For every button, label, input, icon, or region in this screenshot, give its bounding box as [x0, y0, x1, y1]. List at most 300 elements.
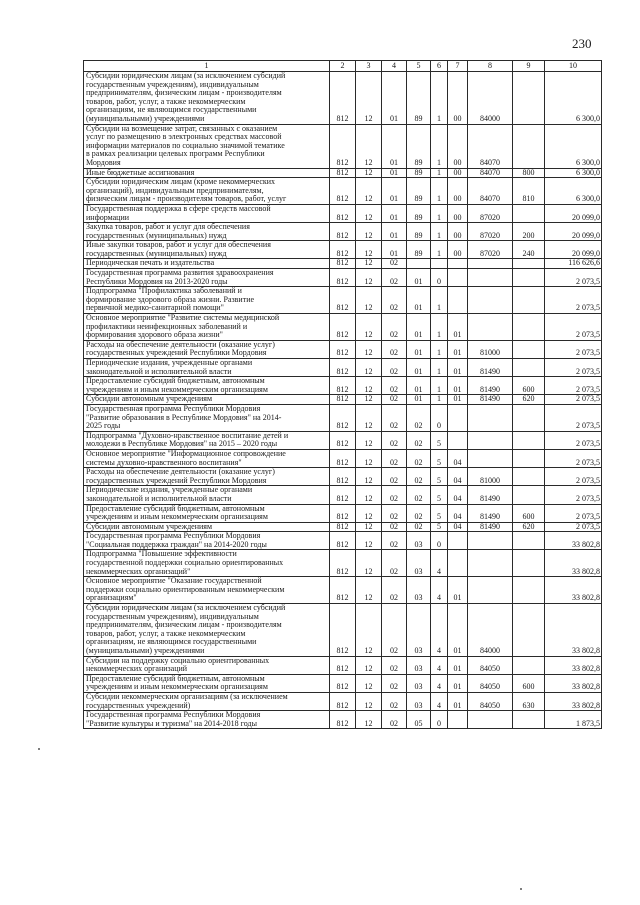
row-event: 04: [448, 486, 468, 504]
row-amount: 33 802,8: [545, 674, 602, 692]
row-amount: 2 073,5: [545, 404, 602, 431]
row-subsection: 01: [382, 72, 407, 125]
row-expense-type: 600: [513, 504, 545, 522]
row-subprogram: 1: [431, 72, 448, 125]
row-expense-type: [513, 577, 545, 604]
row-event: 01: [448, 359, 468, 377]
row-gov-code: 812: [330, 577, 356, 604]
row-event: 01: [448, 674, 468, 692]
row-subsection: 01: [382, 241, 407, 259]
row-event: 00: [448, 178, 468, 205]
row-gov-code: 812: [330, 404, 356, 431]
row-program: 03: [407, 577, 431, 604]
row-description: Субсидии на возмещение затрат, связанных с оказанием услуг по размещению в электронных средствах массовой информации материалов по социально значимой тематике в рамках реализации целевых программ Республики Мордовия: [84, 124, 330, 168]
row-subsection: 02: [382, 314, 407, 341]
row-expense-type: [513, 468, 545, 486]
row-section: 12: [356, 168, 382, 178]
table-row: [84, 692, 602, 710]
row-gov-code: 812: [330, 522, 356, 532]
row-amount: 2 073,5: [545, 395, 602, 405]
row-subprogram: 1: [431, 314, 448, 341]
budget-table-container: [83, 60, 601, 729]
row-direction: [468, 404, 513, 431]
row-subprogram: 1: [431, 395, 448, 405]
row-gov-code: 812: [330, 468, 356, 486]
row-expense-type: 810: [513, 178, 545, 205]
row-expense-type: 630: [513, 692, 545, 710]
row-amount: 2 073,5: [545, 449, 602, 467]
row-program: 89: [407, 223, 431, 241]
row-amount: 33 802,8: [545, 656, 602, 674]
row-program: 02: [407, 468, 431, 486]
row-direction: [468, 431, 513, 449]
row-description: Периодические издания, учрежденные органами законодательной и исполнительной власти: [84, 359, 330, 377]
row-direction: 81490: [468, 359, 513, 377]
row-subprogram: 5: [431, 431, 448, 449]
row-section: 12: [356, 377, 382, 395]
row-direction: [468, 711, 513, 729]
row-subprogram: 0: [431, 532, 448, 550]
row-gov-code: 812: [330, 340, 356, 358]
row-subsection: 02: [382, 359, 407, 377]
row-subprogram: 4: [431, 656, 448, 674]
row-subsection: 02: [382, 468, 407, 486]
row-amount: 20 099,0: [545, 241, 602, 259]
row-event: 00: [448, 124, 468, 168]
row-gov-code: 812: [330, 532, 356, 550]
row-section: 12: [356, 178, 382, 205]
row-amount: 6 300,0: [545, 124, 602, 168]
row-description: Предоставление субсидий бюджетным, автономным учреждениям и иным некоммерческим организациям: [84, 377, 330, 395]
row-subprogram: 0: [431, 269, 448, 287]
row-description: Основное мероприятие "Оказание государственной поддержки социально ориентированным некоммерческим организациям": [84, 577, 330, 604]
row-section: 12: [356, 431, 382, 449]
row-program: 02: [407, 486, 431, 504]
header-col-10: 10: [545, 61, 602, 72]
table-row: [84, 259, 602, 269]
table-row: [84, 377, 602, 395]
row-direction: [468, 449, 513, 467]
row-expense-type: [513, 124, 545, 168]
row-program: 89: [407, 168, 431, 178]
row-subprogram: 4: [431, 604, 448, 657]
row-program: [407, 259, 431, 269]
row-description: Закупка товаров, работ и услуг для обеспечения государственных (муниципальных) нужд: [84, 223, 330, 241]
row-event: 01: [448, 395, 468, 405]
row-direction: 87020: [468, 223, 513, 241]
row-description: Иные бюджетные ассигнования: [84, 168, 330, 178]
row-subsection: 02: [382, 692, 407, 710]
row-program: 01: [407, 287, 431, 314]
table-row: [84, 486, 602, 504]
row-program: 89: [407, 72, 431, 125]
row-subprogram: 5: [431, 468, 448, 486]
row-section: 12: [356, 404, 382, 431]
row-subprogram: 5: [431, 486, 448, 504]
row-section: 12: [356, 259, 382, 269]
row-expense-type: [513, 269, 545, 287]
row-section: 12: [356, 522, 382, 532]
row-direction: 81000: [468, 468, 513, 486]
row-section: 12: [356, 577, 382, 604]
row-description: Расходы на обеспечение деятельности (оказание услуг) государственных учреждений Республики Мордовия: [84, 468, 330, 486]
row-subsection: 02: [382, 377, 407, 395]
row-event: 01: [448, 340, 468, 358]
row-subprogram: 1: [431, 168, 448, 178]
row-amount: 2 073,5: [545, 359, 602, 377]
row-program: 89: [407, 178, 431, 205]
row-amount: 2 073,5: [545, 269, 602, 287]
row-section: 12: [356, 395, 382, 405]
row-section: 12: [356, 72, 382, 125]
header-col-1: 1: [84, 61, 330, 72]
row-expense-type: [513, 711, 545, 729]
row-description: Основное мероприятие "Информационное сопровождение системы духовно-нравственного воспитания": [84, 449, 330, 467]
row-subsection: 02: [382, 656, 407, 674]
table-row: [84, 340, 602, 358]
table-row: [84, 178, 602, 205]
row-event: 01: [448, 377, 468, 395]
header-col-7: 7: [448, 61, 468, 72]
row-subprogram: 1: [431, 204, 448, 222]
row-event: [448, 287, 468, 314]
row-subprogram: [431, 259, 448, 269]
table-row: [84, 711, 602, 729]
row-description: Периодическая печать и издательства: [84, 259, 330, 269]
row-subprogram: 1: [431, 223, 448, 241]
row-description: Подпрограмма "Повышение эффективности государственной поддержки социально ориентированных некоммерческих организаций": [84, 550, 330, 577]
row-event: 00: [448, 72, 468, 125]
header-col-4: 4: [382, 61, 407, 72]
row-subprogram: 4: [431, 674, 448, 692]
row-amount: 2 073,5: [545, 314, 602, 341]
row-section: 12: [356, 692, 382, 710]
row-amount: 33 802,8: [545, 532, 602, 550]
row-subsection: 02: [382, 259, 407, 269]
table-row: [84, 449, 602, 467]
row-event: 01: [448, 577, 468, 604]
row-event: 00: [448, 223, 468, 241]
table-row: [84, 359, 602, 377]
row-program: 89: [407, 124, 431, 168]
row-amount: 2 073,5: [545, 486, 602, 504]
row-event: 01: [448, 692, 468, 710]
row-expense-type: [513, 72, 545, 125]
table-row: [84, 577, 602, 604]
row-direction: 87020: [468, 204, 513, 222]
row-event: 04: [448, 504, 468, 522]
table-row: [84, 314, 602, 341]
row-subprogram: 5: [431, 449, 448, 467]
table-row: [84, 287, 602, 314]
row-subprogram: 5: [431, 504, 448, 522]
row-gov-code: 812: [330, 377, 356, 395]
row-expense-type: [513, 340, 545, 358]
row-subsection: 01: [382, 124, 407, 168]
row-subsection: 02: [382, 577, 407, 604]
row-direction: 84000: [468, 72, 513, 125]
row-event: 04: [448, 522, 468, 532]
row-description: Субсидии юридическим лицам (за исключением субсидий государственным учреждениям), индивидуальным предпринимателям, физическим лицам - производителям товаров, работ, услуг, а также некоммерческим организациям, не являющимся государственными (муниципальными) учреждениями: [84, 604, 330, 657]
row-direction: 84050: [468, 692, 513, 710]
row-direction: [468, 269, 513, 287]
row-program: 03: [407, 532, 431, 550]
row-subsection: 02: [382, 449, 407, 467]
row-expense-type: [513, 486, 545, 504]
row-section: 12: [356, 314, 382, 341]
row-description: Субсидии юридическим лицам (кроме некоммерческих организаций), индивидуальным предпринимателям, физическим лицам - производителям товаров, работ, услуг: [84, 178, 330, 205]
row-subprogram: 4: [431, 692, 448, 710]
row-gov-code: 812: [330, 359, 356, 377]
row-description: Государственная поддержка в сфере средств массовой информации: [84, 204, 330, 222]
row-amount: 6 300,0: [545, 168, 602, 178]
table-row: [84, 604, 602, 657]
row-direction: [468, 287, 513, 314]
row-section: 12: [356, 223, 382, 241]
row-direction: 84000: [468, 604, 513, 657]
row-description: Подпрограмма "Духовно-нравственное воспитание детей и молодежи в Республике Мордовия" на 2015 – 2020 годы: [84, 431, 330, 449]
row-subsection: 01: [382, 168, 407, 178]
row-subsection: 02: [382, 711, 407, 729]
row-expense-type: [513, 204, 545, 222]
row-subprogram: 1: [431, 178, 448, 205]
row-gov-code: 812: [330, 72, 356, 125]
header-col-3: 3: [356, 61, 382, 72]
row-direction: 84070: [468, 124, 513, 168]
row-subprogram: 1: [431, 377, 448, 395]
row-subsection: 02: [382, 395, 407, 405]
table-row: [84, 269, 602, 287]
row-program: 01: [407, 395, 431, 405]
row-gov-code: 812: [330, 656, 356, 674]
table-row: [84, 532, 602, 550]
row-section: 12: [356, 532, 382, 550]
budget-table: [83, 60, 602, 729]
row-amount: 6 300,0: [545, 72, 602, 125]
row-expense-type: 620: [513, 522, 545, 532]
row-description: Субсидии юридическим лицам (за исключением субсидий государственным учреждениям), индивидуальным предпринимателям, физическим лицам - производителям товаров, работ, услуг, а также некоммерческим организациям, не являющимся государственными (муниципальными) учреждениями: [84, 72, 330, 125]
table-row: [84, 504, 602, 522]
row-subprogram: 1: [431, 359, 448, 377]
row-direction: [468, 550, 513, 577]
row-event: 04: [448, 468, 468, 486]
row-section: 12: [356, 604, 382, 657]
row-amount: 6 300,0: [545, 178, 602, 205]
row-program: 03: [407, 674, 431, 692]
row-event: 01: [448, 314, 468, 341]
row-direction: 84050: [468, 656, 513, 674]
row-event: 04: [448, 449, 468, 467]
row-expense-type: [513, 287, 545, 314]
row-expense-type: [513, 656, 545, 674]
row-expense-type: 600: [513, 674, 545, 692]
row-amount: 33 802,8: [545, 550, 602, 577]
row-description: Государственная программа Республики Мордовия "Социальная поддержка граждан" на 2014-2020 годы: [84, 532, 330, 550]
row-subsection: 02: [382, 431, 407, 449]
row-event: [448, 532, 468, 550]
row-expense-type: [513, 359, 545, 377]
row-direction: [468, 314, 513, 341]
row-description: Предоставление субсидий бюджетным, автономным учреждениям и иным некоммерческим организациям: [84, 674, 330, 692]
row-gov-code: 812: [330, 269, 356, 287]
header-col-2: 2: [330, 61, 356, 72]
row-expense-type: 600: [513, 377, 545, 395]
row-program: 01: [407, 314, 431, 341]
row-gov-code: 812: [330, 259, 356, 269]
row-event: 01: [448, 656, 468, 674]
row-gov-code: 812: [330, 604, 356, 657]
row-amount: 33 802,8: [545, 577, 602, 604]
row-event: [448, 431, 468, 449]
row-section: 12: [356, 340, 382, 358]
row-amount: 2 073,5: [545, 431, 602, 449]
row-subsection: 02: [382, 550, 407, 577]
row-section: 12: [356, 269, 382, 287]
row-expense-type: [513, 259, 545, 269]
header-col-6: 6: [431, 61, 448, 72]
row-subprogram: 0: [431, 711, 448, 729]
scan-speck: [520, 888, 522, 890]
page-number: 230: [572, 36, 592, 51]
row-expense-type: 240: [513, 241, 545, 259]
row-gov-code: 812: [330, 449, 356, 467]
row-amount: 2 073,5: [545, 287, 602, 314]
header-col-5: 5: [407, 61, 431, 72]
row-direction: 81490: [468, 486, 513, 504]
row-section: 12: [356, 486, 382, 504]
row-gov-code: 812: [330, 504, 356, 522]
row-subprogram: 4: [431, 577, 448, 604]
row-gov-code: 812: [330, 486, 356, 504]
table-row: [84, 431, 602, 449]
row-gov-code: 812: [330, 204, 356, 222]
table-row: [84, 550, 602, 577]
row-direction: 81490: [468, 504, 513, 522]
row-expense-type: [513, 449, 545, 467]
row-section: 12: [356, 711, 382, 729]
row-gov-code: 812: [330, 314, 356, 341]
row-program: 89: [407, 204, 431, 222]
row-amount: 1 873,5: [545, 711, 602, 729]
row-program: 02: [407, 522, 431, 532]
row-subsection: 01: [382, 178, 407, 205]
row-expense-type: [513, 532, 545, 550]
row-expense-type: [513, 314, 545, 341]
row-subsection: 02: [382, 287, 407, 314]
table-row: [84, 72, 602, 125]
row-subsection: 01: [382, 204, 407, 222]
row-program: 03: [407, 604, 431, 657]
row-section: 12: [356, 550, 382, 577]
row-subsection: 02: [382, 269, 407, 287]
table-row: [84, 468, 602, 486]
row-gov-code: 812: [330, 287, 356, 314]
row-program: 01: [407, 377, 431, 395]
row-program: 89: [407, 241, 431, 259]
row-subsection: 01: [382, 223, 407, 241]
row-description: Основное мероприятие "Развитие системы медицинской профилактики неинфекционных заболеваний и формирования здорового образа жизни": [84, 314, 330, 341]
row-expense-type: [513, 404, 545, 431]
row-amount: 2 073,5: [545, 522, 602, 532]
row-program: 03: [407, 692, 431, 710]
row-amount: 20 099,0: [545, 223, 602, 241]
row-description: Расходы на обеспечение деятельности (оказание услуг) государственных учреждений Республики Мордовия: [84, 340, 330, 358]
row-event: 00: [448, 204, 468, 222]
row-amount: 2 073,5: [545, 468, 602, 486]
row-gov-code: 812: [330, 223, 356, 241]
row-program: 01: [407, 269, 431, 287]
row-event: [448, 269, 468, 287]
row-gov-code: 812: [330, 711, 356, 729]
row-subsection: 02: [382, 604, 407, 657]
scan-speck: [38, 748, 40, 750]
row-gov-code: 812: [330, 692, 356, 710]
row-amount: 33 802,8: [545, 692, 602, 710]
row-subprogram: 5: [431, 522, 448, 532]
table-row: [84, 223, 602, 241]
row-section: 12: [356, 124, 382, 168]
row-program: 02: [407, 431, 431, 449]
row-expense-type: 200: [513, 223, 545, 241]
row-direction: 81490: [468, 395, 513, 405]
row-subsection: 02: [382, 532, 407, 550]
row-section: 12: [356, 674, 382, 692]
row-amount: 2 073,5: [545, 340, 602, 358]
row-subsection: 02: [382, 504, 407, 522]
row-direction: 84070: [468, 168, 513, 178]
row-direction: 87020: [468, 241, 513, 259]
row-amount: 2 073,5: [545, 377, 602, 395]
table-row: [84, 241, 602, 259]
row-subprogram: 1: [431, 241, 448, 259]
row-expense-type: [513, 550, 545, 577]
table-row: [84, 656, 602, 674]
row-program: 02: [407, 449, 431, 467]
row-description: Государственная программа развития здравоохранения Республики Мордовия на 2013-2020 годы: [84, 269, 330, 287]
row-program: 02: [407, 504, 431, 522]
row-event: 00: [448, 168, 468, 178]
header-col-9: 9: [513, 61, 545, 72]
row-amount: 2 073,5: [545, 504, 602, 522]
table-body: [84, 72, 602, 729]
row-gov-code: 812: [330, 178, 356, 205]
row-gov-code: 812: [330, 168, 356, 178]
row-direction: 84070: [468, 178, 513, 205]
row-section: 12: [356, 656, 382, 674]
row-direction: [468, 577, 513, 604]
row-subsection: 02: [382, 340, 407, 358]
row-description: Периодические издания, учрежденные органами законодательной и исполнительной власти: [84, 486, 330, 504]
row-section: 12: [356, 504, 382, 522]
table-row: [84, 395, 602, 405]
row-description: Субсидии некоммерческим организациям (за исключением государственных учреждений): [84, 692, 330, 710]
row-gov-code: 812: [330, 241, 356, 259]
row-expense-type: 800: [513, 168, 545, 178]
row-amount: 33 802,8: [545, 604, 602, 657]
row-gov-code: 812: [330, 395, 356, 405]
row-subprogram: 1: [431, 340, 448, 358]
row-event: [448, 550, 468, 577]
row-section: 12: [356, 468, 382, 486]
table-row: [84, 522, 602, 532]
row-description: Предоставление субсидий бюджетным, автономным учреждениям и иным некоммерческим организациям: [84, 504, 330, 522]
row-event: 00: [448, 241, 468, 259]
row-event: [448, 259, 468, 269]
table-row: [84, 404, 602, 431]
row-description: Государственная программа Республики Мордовия "Развитие образования в Республике Мордовия" на 2014- 2025 годы: [84, 404, 330, 431]
row-amount: 20 099,0: [545, 204, 602, 222]
row-description: Государственная программа Республики Мордовия "Развитие культуры и туризма" на 2014-2018 годы: [84, 711, 330, 729]
